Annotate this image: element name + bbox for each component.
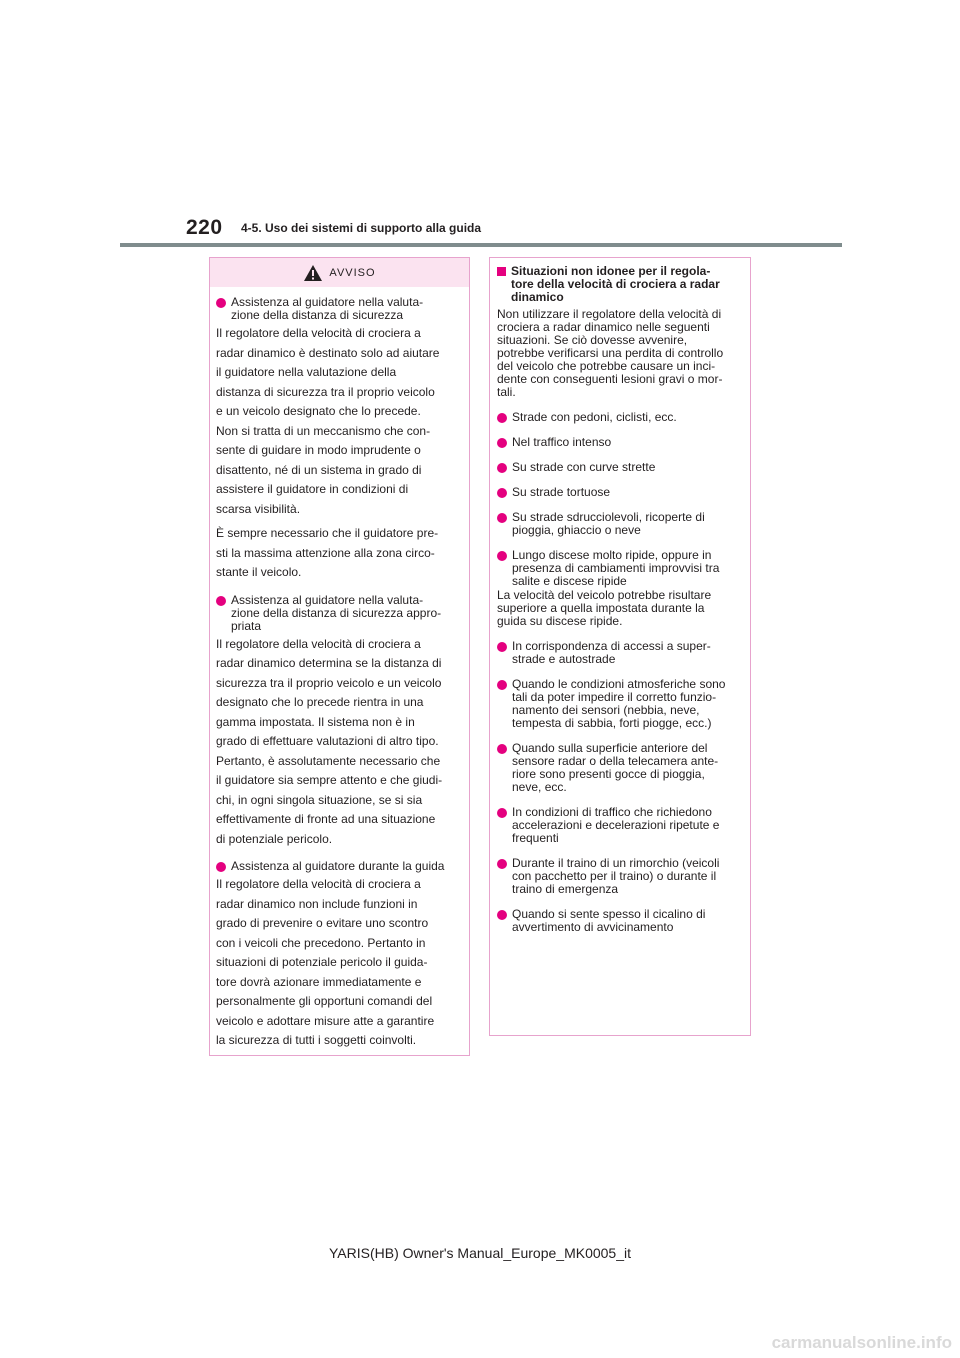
text-line: scarsa visibilità. [216,501,301,516]
text-line: Il regolatore della velocità di crociera a [216,326,421,340]
list-item [497,511,743,537]
list-item-text: Quando le condizioni atmosferiche sono tali da poter impedire il corretto funzio- namento dei sensori (nebbia, neve, tempesta di sabbia, forti piogge, ecc.) [512,677,726,730]
bullet-dot-icon [216,596,226,606]
text-line: sicurezza tra il proprio veicolo e un veicolo [216,675,442,690]
text-line: Il regolatore della velocità di crociera a [216,877,421,891]
list-item-text: In condizioni di traffico che richiedono accelerazioni e decelerazioni ripetute e frequenti [512,805,720,845]
warning-bullet-2-title: Assistenza al guidatore nella valuta- zione della distanza di sicurezza appro- priata [231,592,442,633]
list-item [497,486,743,499]
bullet-dot-icon [497,551,507,561]
text-line: stante il veicolo. [216,565,302,579]
header-rule [120,243,842,247]
text-line: con i veicoli che precedono. Pertanto in [216,935,426,950]
text-line: situazioni di potenziale pericolo il guida- [216,955,428,969]
list-item [497,678,743,730]
text-line: chi, in ogni singola situazione, se si sia [216,792,423,807]
list-item [497,857,743,896]
list-item [497,461,743,474]
bullet-dot-icon [497,642,507,652]
footer-manual-id: YARIS(HB) Owner's Manual_Europe_MK0005_it [329,1245,631,1261]
text-line: Pertanto, è assolutamente necessario che [216,753,441,768]
warning-bullet-3-title: Assistenza al guidatore durante la guida [231,859,445,873]
warning-bullet-3-text [216,875,463,1051]
list-item-text: Quando si sente spesso il cicalino di avvertimento di avvicinamento [512,907,706,934]
list-item-text: In corrispondenza di accessi a super- strade e autostrade [512,639,711,666]
bullet-dot-icon [497,910,507,920]
section-heading [497,265,743,304]
text-line: la sicurezza di tutti i soggetti coinvolti. [216,1033,417,1047]
text-line: di potenziale pericolo. [216,831,333,846]
list-item-text: Nel traffico intenso [512,435,612,449]
bullet-dot-icon [497,859,507,869]
list-item-text: Lungo discese molto ripide, oppure in presenza di cambiamenti improvvisi tra salite e discese ripide [512,548,720,588]
bullet-dot-icon [216,862,226,872]
warning-body [210,287,469,1051]
list-item [497,806,743,845]
text-line: il guidatore nella valutazione della [216,365,397,379]
warning-box [209,257,470,1056]
list-item [497,640,743,666]
page-number: 220 [186,216,223,239]
text-line: e un veicolo designato che lo precede. [216,404,421,418]
warning-bullet-1 [216,296,463,322]
list-item [497,436,743,449]
bullet-dot-icon [497,438,507,448]
square-bullet-icon [497,267,506,276]
watermark: carmanualsonline.info [771,1333,952,1352]
bullet-dot-icon [497,513,507,523]
warning-bullet-3 [216,860,463,873]
text-line: personalmente gli opportuni comandi del [216,994,433,1008]
bullet-dot-icon [497,413,507,423]
warning-bullet-2 [216,594,463,633]
text-line: Non si tratta di un meccanismo che con- [216,423,431,438]
list-item [497,742,743,794]
warning-header [210,258,469,287]
text-line: effettivamente di fronte ad una situazione [216,812,436,826]
text-line: È sempre necessario che il guidatore pre- [216,526,439,540]
list-item [497,549,743,588]
warning-bullet-1-title: Assistenza al guidatore nella valuta- zione della distanza di sicurezza [231,295,424,322]
text-line: radar dinamico è destinato solo ad aiutare [216,345,440,360]
bullet-dot-icon [497,488,507,498]
list-item-text: Quando sulla superficie anteriore del sensore radar o della telecamera ante- riore sono presenti gocce di pioggia, neve, ecc. [512,741,719,794]
text-line: tore dovrà azionare immediatamente e [216,974,422,989]
list-item-text: Durante il traino di un rimorchio (veicoli con pacchetto per il traino) o durante il traino di emergenza [512,856,720,896]
text-line: assistere il guidatore in condizioni di [216,482,409,496]
text-line: veicolo e adottare misure atte a garantire [216,1013,435,1028]
text-line: sti la massima attenzione alla zona circo- [216,545,435,560]
bullet-dot-icon [497,808,507,818]
text-line: distanza di sicurezza tra il proprio veicolo [216,384,435,399]
bullet-dot-icon [497,680,507,690]
section-title: 4-5. Uso dei sistemi di supporto alla guida [241,221,482,235]
text-line: il guidatore sia sempre attento e che giudi- [216,773,443,787]
text-line: grado di effettuare valutazioni di altro tipo. [216,734,439,748]
list-item-text: Su strade con curve strette [512,460,656,474]
warning-title: AVVISO [329,266,376,279]
bullet-dot-icon [497,744,507,754]
text-line: radar dinamico determina se la distanza di [216,656,442,670]
list-item [497,908,743,934]
warning-bullet-2-text [216,635,463,850]
list-item-text: Su strade tortuose [512,485,611,499]
text-line: grado di prevenire o evitare uno scontro [216,916,429,930]
bullet-dot-icon [497,463,507,473]
text-line: gamma impostata. Il sistema non è in [216,714,415,729]
bullet-dot-icon [216,298,226,308]
warning-triangle-icon [303,264,323,282]
intro-paragraph: Non utilizzare il regolatore della velocità di crociera a radar dinamico nelle seguenti situazioni. Se ciò dovesse avvenire, potrebbe verificarsi una perdita di controllo del veicolo che potrebbe causare un inci- dente con conseguenti lesioni gravi o mor- tali. [497,307,724,399]
text-line: disattento, né di un sistema in grado di [216,462,422,477]
section-heading-text: Situazioni non idonee per il regola- tore della velocità di crociera a radar dinamico [511,264,720,304]
descent-note: La velocità del veicolo potrebbe risultare superiore a quella impostata durante la guida su discese ripide. [497,588,712,628]
unsuitable-situations-box [489,257,751,1036]
list-item [497,411,743,424]
warning-bullet-1-text [216,324,463,583]
text-line: radar dinamico non include funzioni in [216,896,418,911]
text-line: Il regolatore della velocità di crociera a [216,636,421,651]
list-item-text: Su strade sdrucciolevoli, ricoperte di pioggia, ghiaccio o neve [512,510,705,537]
text-line: sente di guidare in modo imprudente o [216,443,421,457]
text-line: designato che lo precede rientra in una [216,695,424,709]
list-item-text: Strade con pedoni, ciclisti, ecc. [512,410,677,424]
